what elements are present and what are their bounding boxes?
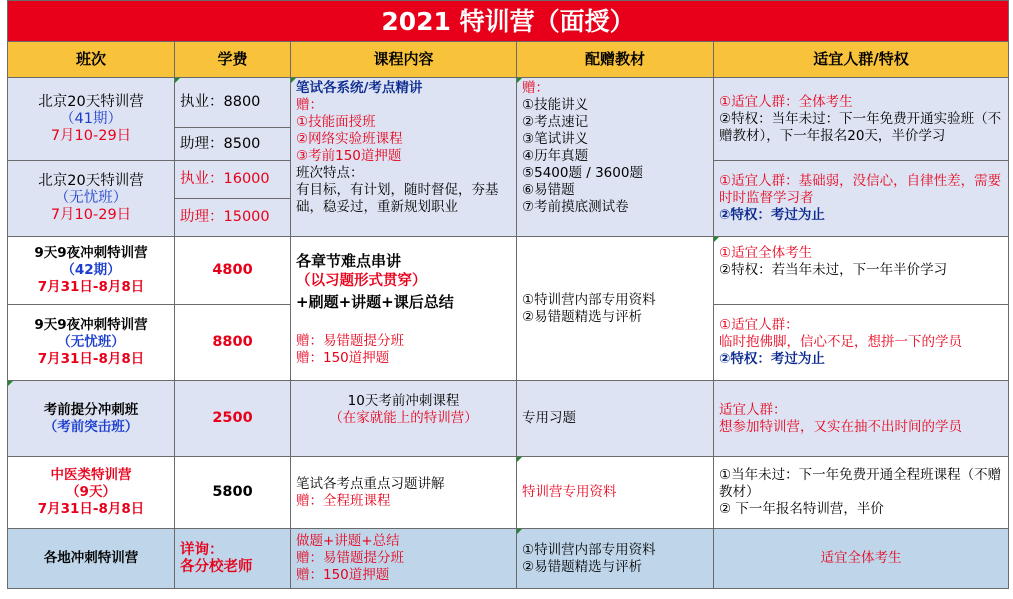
feature-title: 班次特点： [296, 165, 364, 181]
content-summary: +刷题+讲题+课后总结 [296, 293, 454, 311]
content-item: 10天考前冲刺课程 [347, 393, 460, 409]
privilege-line: ② 下一年报名特训营，半价 [719, 501, 884, 517]
table-row [8, 237, 1009, 305]
header-materials: 配赠教材 [517, 42, 714, 78]
content-sub: （以习题形式贯穿） [296, 273, 427, 289]
audience-line: 临时抱佛脚，信心不足，想拼一下的学员 [719, 334, 962, 350]
audience-line: ①适宜人群：全体考生 [719, 93, 853, 110]
content-item: 笔试各考点重点习题讲解 [296, 475, 445, 492]
class-dates: 7月31日-8月8日 [37, 351, 145, 367]
class-dates: 7月31日-8月8日 [37, 279, 145, 295]
audience-cell [714, 457, 1009, 529]
class-period: （41期） [60, 110, 122, 127]
audience-cell [714, 381, 1009, 457]
gift-label: 赠： [296, 97, 323, 113]
fee-cell [175, 529, 291, 589]
class-dates: 7月10-29日 [50, 207, 132, 223]
class-cell [8, 237, 175, 305]
header-content: 课程内容 [291, 42, 517, 78]
class-period: （考前突击班） [43, 418, 139, 435]
class-cell: 各地冲刺特训营 [8, 529, 175, 589]
audience-line: ①适宜人群： [719, 317, 799, 333]
class-cell [8, 305, 175, 381]
content-item: 做题+讲题+总结 [296, 533, 400, 549]
audience-cell: 适宜全体考生 [714, 529, 1009, 589]
content-head: 各章节难点串讲 [296, 252, 402, 270]
material-item: ⑦考前摸底测试卷 [522, 199, 629, 215]
header-row [8, 42, 1009, 78]
header-audience: 适宜人群/特权 [714, 42, 1009, 78]
training-camp-table [7, 0, 1009, 589]
content-cell [291, 237, 517, 381]
fee-cell: 2500 [175, 381, 291, 457]
privilege-line: ②特权：当年未过：下一年免费开通实验班（不赠教材），下一年报名20天，半价学习 [719, 110, 1002, 144]
class-period: （无忧班） [57, 334, 125, 350]
class-cell [8, 78, 175, 161]
feature-text: 有目标，有计划，随时督促，夯基础，稳妥过，重新规划职业 [296, 182, 499, 215]
content-cell [291, 457, 517, 529]
audience-cell [714, 305, 1009, 381]
content-cell [291, 529, 517, 589]
material-item: ②易错题精选与评析 [522, 308, 643, 325]
content-item: 赠：150道押题 [296, 350, 390, 366]
material-item: ③笔试讲义 [522, 131, 589, 147]
content-item: （在家就能上的特训营） [329, 410, 478, 426]
material-item: ⑥易错题 [522, 182, 575, 198]
fee-cell: 执业：16000 [175, 161, 291, 199]
header-class: 班次 [8, 42, 175, 78]
table-title: 2021 特训营（面授） [8, 1, 1009, 42]
materials-cell [517, 529, 714, 589]
audience-line: ①适宜人群：基础弱，没信心，自律性差，需要时时监督学习者 [719, 173, 1002, 206]
audience-cell [714, 78, 1009, 161]
material-item: ②易错题精选与评析 [522, 558, 643, 575]
content-item: ③考前150道押题 [296, 148, 402, 164]
content-item: 赠：150道押题 [296, 567, 390, 583]
class-name: 北京20天特训营 [38, 93, 144, 110]
materials-cell [517, 237, 714, 381]
material-item: ④历年真题 [522, 148, 589, 164]
fee-cell: 4800 [175, 237, 291, 305]
class-cell [8, 161, 175, 237]
material-item: ①特训营内部专用资料 [522, 291, 656, 308]
audience-line: 想参加特训营，又实在抽不出时间的学员 [719, 418, 962, 435]
audience-cell [714, 237, 1009, 305]
class-cell [8, 457, 175, 529]
content-item: 赠：全程班课程 [296, 492, 391, 509]
material-item: ①特训营内部专用资料 [522, 541, 656, 558]
fee-cell: 执业：8800 [175, 78, 291, 128]
fee-cell: 助理：8500 [175, 128, 291, 161]
class-name: 北京20天特训营 [38, 173, 144, 189]
audience-line: 适宜人群： [719, 401, 787, 418]
materials-cell [517, 78, 714, 237]
table-row [8, 381, 1009, 457]
gift-label: 赠： [522, 80, 549, 96]
class-cell [8, 381, 175, 457]
privilege-line: ①当年未过：下一年免费开通全程班课程（不赠教材） [719, 467, 1002, 500]
class-name: 考前提分冲刺班 [43, 401, 139, 418]
material-item: ②考点速记 [522, 114, 589, 130]
class-name: 9天9夜冲刺特训营 [34, 317, 148, 333]
class-period: （42期） [61, 262, 121, 278]
materials-cell: 特训营专用资料 [517, 457, 714, 529]
content-cell [291, 78, 517, 237]
table-row [8, 457, 1009, 529]
fee-cell: 8800 [175, 305, 291, 381]
privilege-line: ②特权：考过为止 [719, 207, 825, 223]
class-dates: 7月31日-8月8日 [37, 501, 145, 517]
class-period: （9天） [66, 484, 116, 500]
material-item: ⑤5400题 / 3600题 [522, 165, 643, 181]
table-row [8, 529, 1009, 589]
fee-cell: 5800 [175, 457, 291, 529]
privilege-line: ②特权：若当年未过，下一年半价学习 [719, 262, 948, 278]
class-dates: 7月10-29日 [50, 127, 132, 144]
materials-cell: 专用习题 [517, 381, 714, 457]
class-name: 9天9夜冲刺特训营 [34, 245, 148, 261]
fee-cell: 助理：15000 [175, 199, 291, 237]
header-fee: 学费 [175, 42, 291, 78]
material-item: ①技能讲义 [522, 97, 589, 113]
content-item: 赠：易错题提分班 [296, 550, 404, 566]
content-item: ①技能面授班 [296, 114, 376, 130]
content-head: 笔试各系统/考点精讲 [296, 80, 423, 96]
fee-line: 各分校老师 [180, 558, 253, 575]
fee-line: 详询： [180, 541, 224, 558]
content-item: 赠：易错题提分班 [296, 333, 404, 349]
content-cell [291, 381, 517, 457]
class-period: （无忧班） [54, 190, 128, 206]
class-name: 中医类特训营 [50, 467, 132, 483]
content-item: ②网络实验班课程 [296, 131, 403, 147]
privilege-line: ②特权：考过为止 [719, 351, 825, 367]
audience-cell [714, 161, 1009, 237]
table-row [8, 78, 1009, 128]
audience-line: ①适宜全体考生 [719, 245, 813, 261]
